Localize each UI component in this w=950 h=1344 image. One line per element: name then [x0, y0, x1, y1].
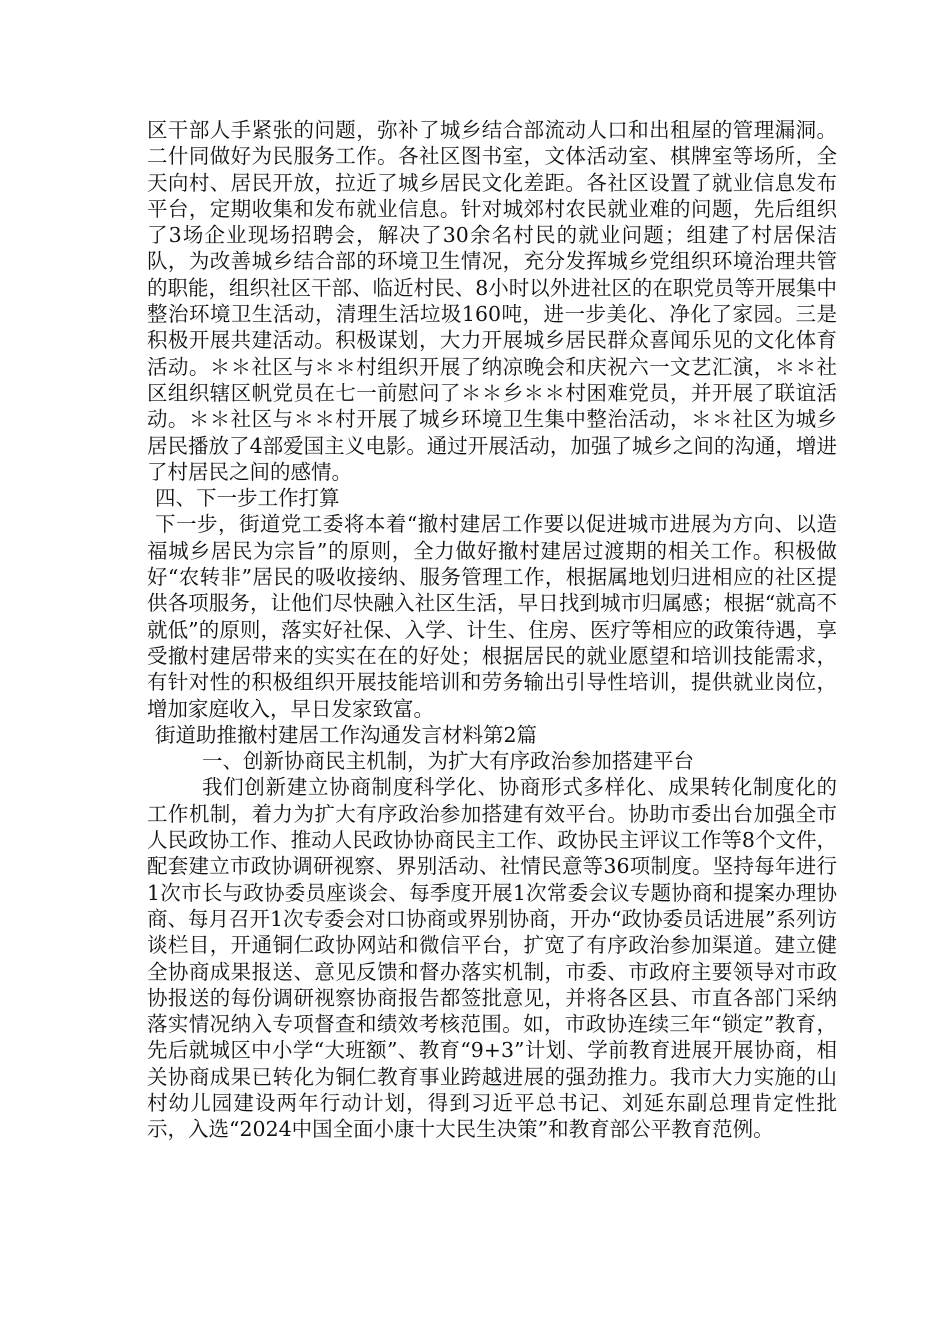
body-paragraph-3: 我们创新建立协商制度科学化、协商形式多样化、成果转化制度化的工作机制，着力为扩大有序政治参加搭建有效平台。协助市委出台加强全市人民政协工作、推动人民政协协商民主工作、政协民主评议工作等8个文件，配套建立市政协调研视察、界别活动、社情民意等36项制度。坚持每年进行1次市长与政协委员座谈会、每季度开展1次常委会议专题协商和提案办理协商、每月召开1次专委会对口协商或界别协商，开办“政协委员话进展”系列访谈栏目，开通铜仁政协网站和微信平台，扩宽了有序政治参加渠道。建立健全协商成果报送、意见反馈和督办落实机制，市委、市政府主要领导对市政协报送的每份调研视察协商报告都签批意见，并将各区县、市直各部门采纳落实情况纳入专项督查和绩效考核范围。如，市政协连续三年“锁定”教育，先后就城区中小学“大班额”、教育“9+3”计划、学前教育进展开展协商，相关协商成果已转化为铜仁教育事业跨越进展的强劲推力。我市大力实施的山村幼儿园建设两年行动计划，得到习近平总书记、刘延东副总理肯定性批示，入选“2024中国全面小康十大民生决策”和教育部公平教育范例。	[147, 775, 838, 1142]
section-heading-consultation: 一、创新协商民主机制，为扩大有序政治参加搭建平台	[202, 749, 694, 774]
document-page	[147, 117, 837, 1143]
body-paragraph-2: 下一步，街道党工委将本着“撤村建居工作要以促进城市进展为方向、以造福城乡居民为宗旨”的原则，全力做好撤村建居过渡期的相关工作。积极做好“农转非”居民的吸收接纳、服务管理工作，根据属地划归进相应的社区提供各项服务，让他们尽快融入社区生活，早日找到城市归属感；根据“就高不就低”的原则，落实好社保、入学、计生、住房、医疗等相应的政策待遇，享受撤村建居带来的实实在在的好处；根据居民的就业愿望和培训技能需求，有针对性的积极组织开展技能培训和劳务输出引导性培训，提供就业岗位，增加家庭收入，早日发家致富。	[147, 512, 837, 721]
section-heading-next-steps: 四、下一步工作打算	[155, 486, 340, 511]
body-paragraph-1: 区干部人手紧张的问题，弥补了城乡结合部流动人口和出租屋的管理漏洞。二什同做好为民服务工作。各社区图书室，文体活动室、棋牌室等场所，全天向村、居民开放，拉近了城乡居民文化差距。各社区设置了就业信息发布平台，定期收集和发布就业信息。针对城郊村农民就业难的问题，先后组织了3场企业现场招聘会，解决了30余名村民的就业问题；组建了村居保洁队，为改善城乡结合部的环境卫生情况，充分发挥城乡党组织环境治理共管的职能，组织社区干部、临近村民、8小时以外进社区的在职党员等开展集中整治环境卫生活动，清理生活垃圾160吨，进一步美化、净化了家园。三是积极开展共建活动。积极谋划，大力开展城乡居民群众喜闻乐见的文化体育活动。＊＊社区与＊＊村组织开展了纳凉晚会和庆祝六一文艺汇演，＊＊社区组织辖区帆党员在七一前慰问了＊＊乡＊＊村困难党员，并开展了联谊活动。＊＊社区与＊＊村开展了城乡环境卫生集中整治活动，＊＊社区为城乡居民播放了4部爱国主义电影。通过开展活动，加强了城乡之间的沟通，增进了村居民之间的感情。	[147, 118, 837, 484]
article-title: 街道助推撤村建居工作沟通发言材料第2篇	[155, 722, 538, 747]
